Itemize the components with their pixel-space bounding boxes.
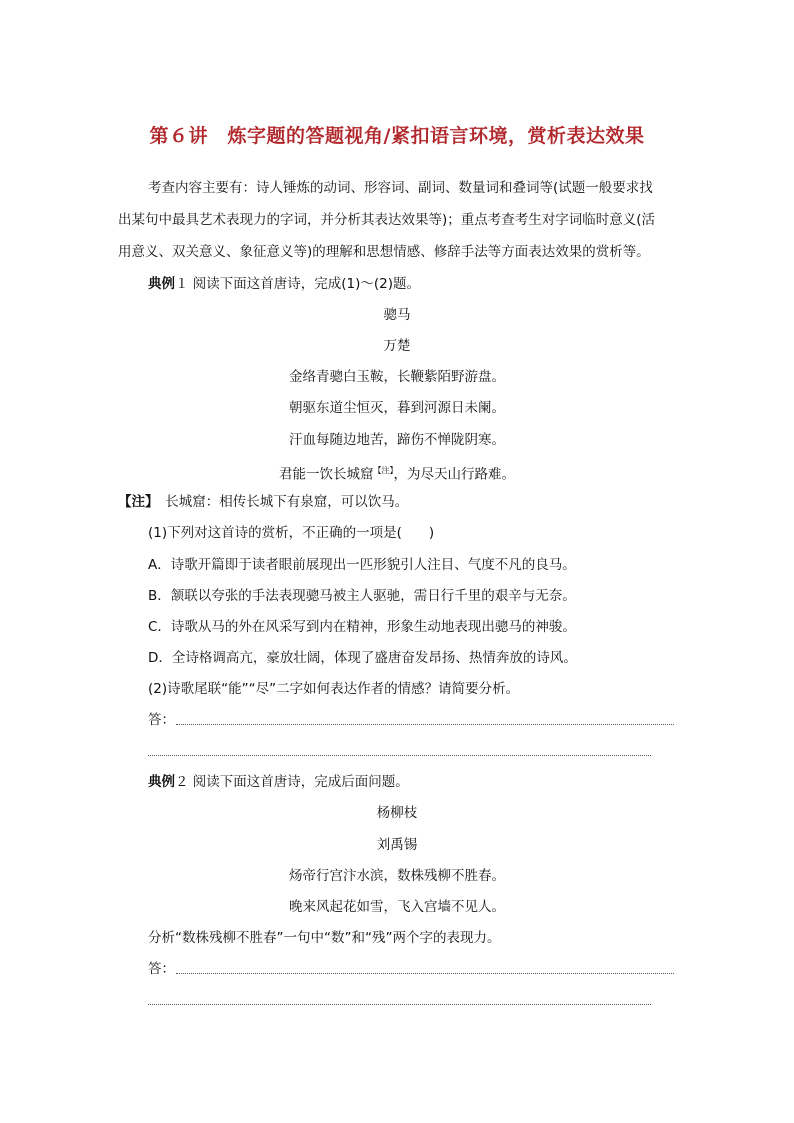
option-a: A．诗歌开篇即于读者眼前展现出一匹形貌引人注目、气度不凡的良马。 — [148, 557, 576, 573]
example1-poem-line-1: 金络青骢白玉鞍，长鞭紫陌野游盘。 — [289, 369, 505, 385]
example1-poem-line-2: 朝驱东道尘恒灭，暮到河源日未阑。 — [289, 400, 505, 416]
example1-question-2: (2)诗歌尾联“能”“尽”二字如何表达作者的情感？请简要分析。 — [148, 681, 520, 697]
option-c: C．诗歌从马的外在风采写到内在精神，形象生动地表现出骢马的神骏。 — [148, 619, 576, 635]
example2-heading — [148, 772, 409, 792]
intro-line-2: 出某句中最具艺术表现力的字词，并分析其表达效果等)；重点考查考生对字词临时意义(活 — [118, 212, 656, 228]
intro-line-1: 考查内容主要有：诗人锤炼的动词、形容词、副词、数量词和叠词等(试题一般要求找 — [148, 180, 653, 196]
example1-label: 典例 — [148, 276, 175, 292]
note-label: 【注】 — [118, 494, 152, 510]
example1-poem-line-3: 汗血每随边地苦，蹄伤不惮陇阴寒。 — [289, 432, 505, 448]
example1-heading — [148, 274, 420, 294]
answer-line-4[interactable] — [148, 1004, 651, 1005]
option-d: D．全诗格调高亢，豪放壮阔，体现了盛唐奋发昂扬、热情奔放的诗风。 — [148, 650, 577, 666]
page-title: 第６讲 炼字题的答题视角/紧扣语言环境，赏析表达效果 — [149, 125, 645, 147]
footnote-marker: 【注】 — [373, 466, 394, 475]
example2-question: 分析“数株残柳不胜春”一句中“数”和“残”两个字的表现力。 — [148, 930, 501, 946]
example1-poem-line-4-after: ，为尽天山行路难。 — [393, 466, 515, 483]
example2-poem-title: 杨柳枝 — [376, 805, 418, 821]
intro-line-3: 用意义、双关意义、象征意义等)的理解和思想情感、修辞手法等方面表达效果的赏析等。 — [118, 244, 650, 260]
example2-poem-line-1: 炀帝行宫汴水滨，数株残柳不胜春。 — [289, 868, 505, 884]
option-b: B．颔联以夸张的手法表现骢马被主人驱驰，需日行千里的艰辛与无奈。 — [148, 588, 576, 604]
example1-poet: 万楚 — [383, 338, 411, 354]
answer-line-3[interactable] — [176, 973, 674, 974]
example1-note — [118, 492, 408, 512]
answer-line-2[interactable] — [148, 755, 651, 756]
example2-answer-label: 答： — [148, 961, 175, 977]
example2-label: 典例 — [148, 774, 175, 790]
example2-text: ２ 阅读下面这首唐诗，完成后面问题。 — [175, 774, 409, 790]
example2-poet: 刘禹锡 — [376, 837, 418, 853]
answer-line-1[interactable] — [176, 724, 674, 725]
example1-text: １ 阅读下面这首唐诗，完成(1)～(2)题。 — [175, 276, 421, 292]
example1-poem-line-4 — [0, 461, 794, 485]
example1-poem-line-4-before: 君能一饮长城窟 — [279, 466, 374, 483]
example1-question-1: (1)下列对这首诗的赏析，不正确的一项是( ) — [148, 525, 435, 541]
example1-poem-title: 骢马 — [383, 307, 411, 323]
note-text: 长城窟：相传长城下有泉窟，可以饮马。 — [151, 494, 409, 510]
example2-poem-line-2: 晚来风起花如雪，飞入宫墙不见人。 — [289, 899, 505, 915]
example1-answer-label: 答： — [148, 712, 175, 728]
